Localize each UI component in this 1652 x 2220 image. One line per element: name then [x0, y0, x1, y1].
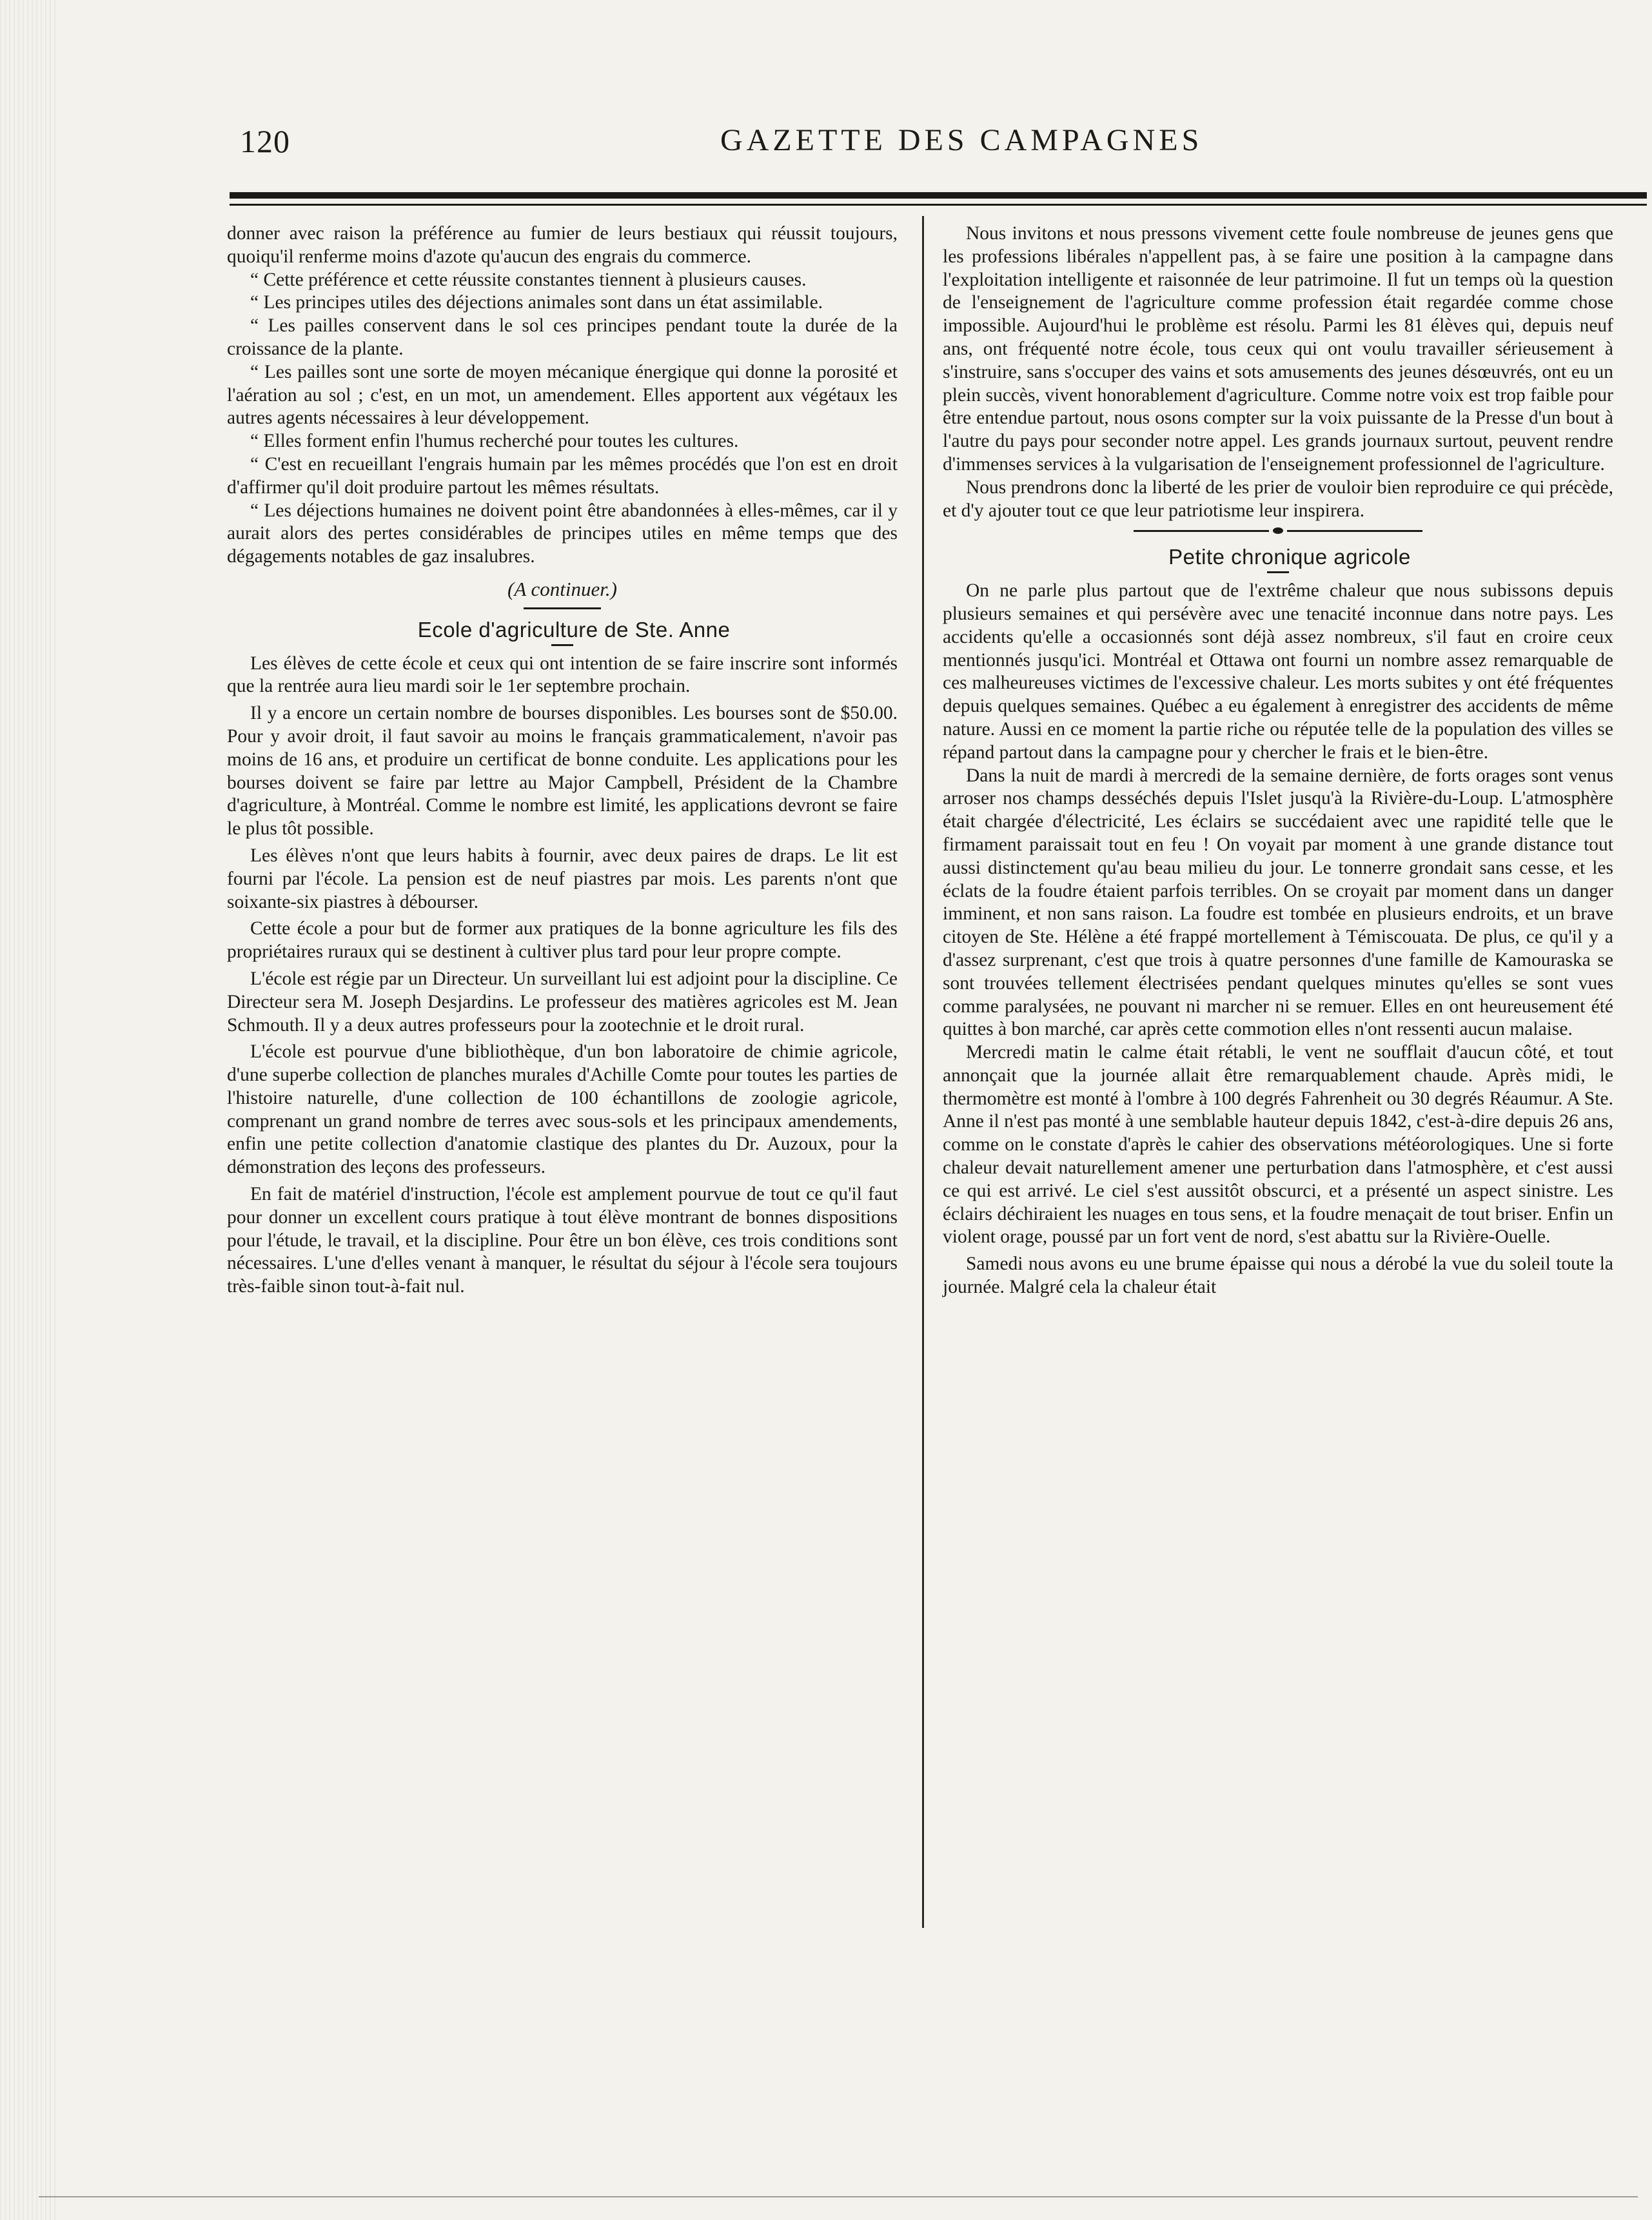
article-paragraph: En fait de matériel d'instruction, l'école est amplement pourvue de tout ce qu'il faut pour donner un excellent cours pratique à tout élève montrant de bonnes dispositions pour l'étude, le travail, et la discipline. Pour être un bon élève, ces trois conditions sont nécessaires. L'une d'elles venant à manquer, le résultat du séjour à l'école sera toujours très-faible sinon tout-à-fait nul.	[227, 1184, 898, 1297]
bottom-scan-edge	[39, 2196, 1638, 2197]
article-paragraph: “ Les principes utiles des déjections animales sont dans un état assimilable.	[250, 292, 823, 313]
article-paragraph: On ne parle plus partout que de l'extrême chaleur que nous subissons depuis plusieurs semaines et qui persévère avec une tenacité inconnue dans notre pays. Les accidents qu'elle a occasionnés sont déjà assez nombreux, s'il faut en croire ceux mentionnés jusqu'ici. Montréal et Ottawa ont fourni un nombre assez remarquable de ces malheureuses victimes de l'excessive chaleur. Les morts subites y ont été fréquentes depuis quelques semaines. Québec a eu également à enregistrer des accidents de même nature. Aussi en ce moment la partie riche ou réputée telle de la population des villes se répand partout dans la campagne pour y chercher le frais et le bien-être.	[943, 580, 1613, 763]
ornament-line	[1287, 530, 1422, 532]
section-title-chronique: Petite chronique agricole	[1168, 545, 1411, 569]
article-paragraph: “ Les pailles sont une sorte de moyen mécanique énergique qui donne la porosité et l'aération au sol ; c'est, en un mot, un amendement. Elles apportent aux végétaux les autres agents nécessaires à leur développement.	[227, 361, 898, 429]
article-paragraph: Nous invitons et nous pressons vivement cette foule nombreuse de jeunes gens que les professions libérales n'appellent pas, à se faire une position à la campagne dans l'exploitation intelligente et raisonnée de leur patrimoine. Il fut un temps où la question de l'enseignement de l'agriculture comme profession était regardée comme chose impossible. Aujourd'hui le problème est résolu. Parmi les 81 élèves qui, depuis neuf ans, ont fréquenté notre école, tous ceux qui ont voulu travailler sérieusement à s'instruire, sans s'occuper des vains et sots amusements des jeunes désœuvrés, ont eu un plein succès, vivent honorablement d'agriculture. Comme notre voix est trop faible pour être entendue partout, nous osons compter sur la voix puissante de la Presse d'un bout à l'autre du pays pour seconder notre appel. Les grands journaux surtout, peuvent rendre d'immenses services à la vulgarisation de l'enseignement professionnel de l'agriculture.	[943, 223, 1613, 475]
article-paragraph: “ Cette préférence et cette réussite constantes tiennent à plusieurs causes.	[250, 269, 807, 290]
article-paragraph: “ Les déjections humaines ne doivent point être abandonnées à elles-mêmes, car il y aurait alors des pertes considérables de principes utiles en même temps que des dégagements notables de gaz insalubres.	[227, 500, 898, 567]
page-header	[240, 123, 1646, 168]
title-dash	[1267, 571, 1289, 573]
article-paragraph: L'école est pourvue d'une bibliothèque, d'un bon laboratoire de chimie agricole, d'une superbe collection de planches murales d'Achille Comte pour toutes les parties de l'histoire naturelle, d'une collection de 100 échantillons de zoologie agricole, comprenant un grand nombre de terres avec sous-sols et les principaux amendements, enfin une petite collection d'anatomie clastique des plantes du Dr. Auzoux, pour la démonstration des leçons des professeurs.	[227, 1041, 898, 1178]
article-paragraph: Samedi nous avons eu une brume épaisse qui nous a dérobé la vue du soleil toute la journée. Malgré cela la chaleur était	[943, 1253, 1613, 1298]
article-paragraph: L'école est régie par un Directeur. Un surveillant lui est adjoint pour la discipline. Ce Directeur sera M. Joseph Desjardins. Le professeur des matières agricoles est M. Jean Schmouth. Il y a deux autres professeurs pour la zootechnie et le droit rural.	[227, 968, 898, 1036]
article-paragraph: Cette école a pour but de former aux pratiques de la bonne agriculture les fils des propriétaires ruraux qui se destinent à cultiver plus tard pour leur propre compte.	[227, 918, 898, 963]
article-paragraph: Nous prendrons donc la liberté de les prier de vouloir bien reproduire ce qui précède, et d'y ajouter tout ce que leur patriotisme leur inspirera.	[943, 476, 1613, 521]
ornament-dot	[1273, 527, 1283, 534]
page-number: 120	[240, 123, 290, 159]
column-divider	[922, 216, 924, 1928]
article-paragraph: Les élèves n'ont que leurs habits à fournir, avec deux paires de draps. Le lit est fourni par l'école. La pension est de neuf piastres par mois. Les parents n'ont que soixante-six piastres à débourser.	[227, 845, 898, 912]
article-paragraph: donner avec raison la préférence au fumier de leurs bestiaux qui réussit toujours, quoiqu'il renferme moins d'azote qu'aucun des engrais du commerce.	[227, 223, 898, 267]
article-paragraph: Les élèves de cette école et ceux qui ont intention de se faire inscrire sont informés que la rentrée aura lieu mardi soir le 1er septembre prochain.	[227, 653, 898, 697]
section-ornament	[943, 527, 1613, 534]
section-title-ecole: Ecole d'agriculture de Ste. Anne	[417, 617, 731, 642]
article-paragraph: “ C'est en recueillant l'engrais humain par les mêmes procédés que l'on est en droit d'affirmer qu'il doit produire partout les mêmes résultats.	[227, 453, 898, 498]
header-rule-thin	[230, 204, 1647, 206]
running-title: GAZETTE DES CAMPAGNES	[720, 123, 1203, 157]
header-rule-heavy	[230, 192, 1647, 199]
article-paragraph: “ Elles forment enfin l'humus recherché pour toutes les cultures.	[250, 431, 739, 452]
left-column	[227, 222, 898, 1299]
title-dash	[551, 644, 573, 646]
right-column	[943, 222, 1613, 1299]
article-paragraph: “ Les pailles conservent dans le sol ces principes pendant toute la durée de la croissance de la plante.	[227, 315, 898, 359]
ornament-line	[1134, 530, 1269, 532]
scan-edge-texture	[0, 0, 58, 2220]
article-paragraph: Mercredi matin le calme était rétabli, le vent ne soufflait d'aucun côté, et tout annonçait que la journée allait être remarquablement chaude. Après midi, le thermomètre est monté à l'ombre à 100 degrés Fahrenheit ou 30 degrés Réaumur. A Ste. Anne il n'est pas monté à une semblable hauteur depuis 1842, c'est-à-dire depuis 26 ans, comme on le constate d'après le cahier des observations météorologiques. Une si forte chaleur devait naturellement amener une perturbation dans l'atmosphère, et c'est aussi ce qui est arrivé. Le ciel s'est aussitôt obscurci, et a présenté un aspect sinistre. Les éclairs déchiraient les nuages en tous sens, et la foudre menaçait de tout briser. Enfin un violent orage, poussé par un fort vent de nord, s'est abattu sur la Rivière-Ouelle.	[943, 1042, 1613, 1248]
continuation-note: (A continuer.)	[507, 577, 617, 600]
article-paragraph: Il y a encore un certain nombre de bourses disponibles. Les bourses sont de $50.00. Pour y avoir droit, il faut savoir au moins le français grammaticalement, n'avoir pas moins de 16 ans, et produire un certificat de bonne conduite. Les applications pour les bourses doivent se faire par lettre au Major Campbell, Président de la Chambre d'agriculture, à Montréal. Comme le nombre est limité, les applications devront se faire le plus tôt possible.	[227, 703, 898, 840]
article-paragraph: Dans la nuit de mardi à mercredi de la semaine dernière, de forts orages sont venus arroser nos champs desséchés depuis l'Islet jusqu'à la Rivière-du-Loup. L'atmosphère était chargée d'électricité, Les éclairs se succédaient avec une rapidité telle que le firmament paraissait tout en feu ! On voyait par moment à une grande distance tout aussi distinctement qu'au beau milieu du jour. Le tonnerre grondait sans cesse, et les éclats de la foudre étaient parfois terribles. On se croyait par moment dans un danger imminent, et non sans raison. La foudre est tombée en plusieurs endroits, et un brave citoyen de Ste. Hélène a été frappé mortellement à Témiscouata. De plus, ce qu'il y a d'assez surprenant, c'est que trois à quatre personnes d'une famille de Kamouraska se sont trouvées tellement électrisées pendant quelques minutes qu'elles se sont vues comme paralysées, ne pouvant ni marcher ni se remuer. Elles en ont heureusement été quittes à bon marché, car après cette commotion elles n'ont ressenti aucun malaise.	[943, 765, 1613, 1040]
